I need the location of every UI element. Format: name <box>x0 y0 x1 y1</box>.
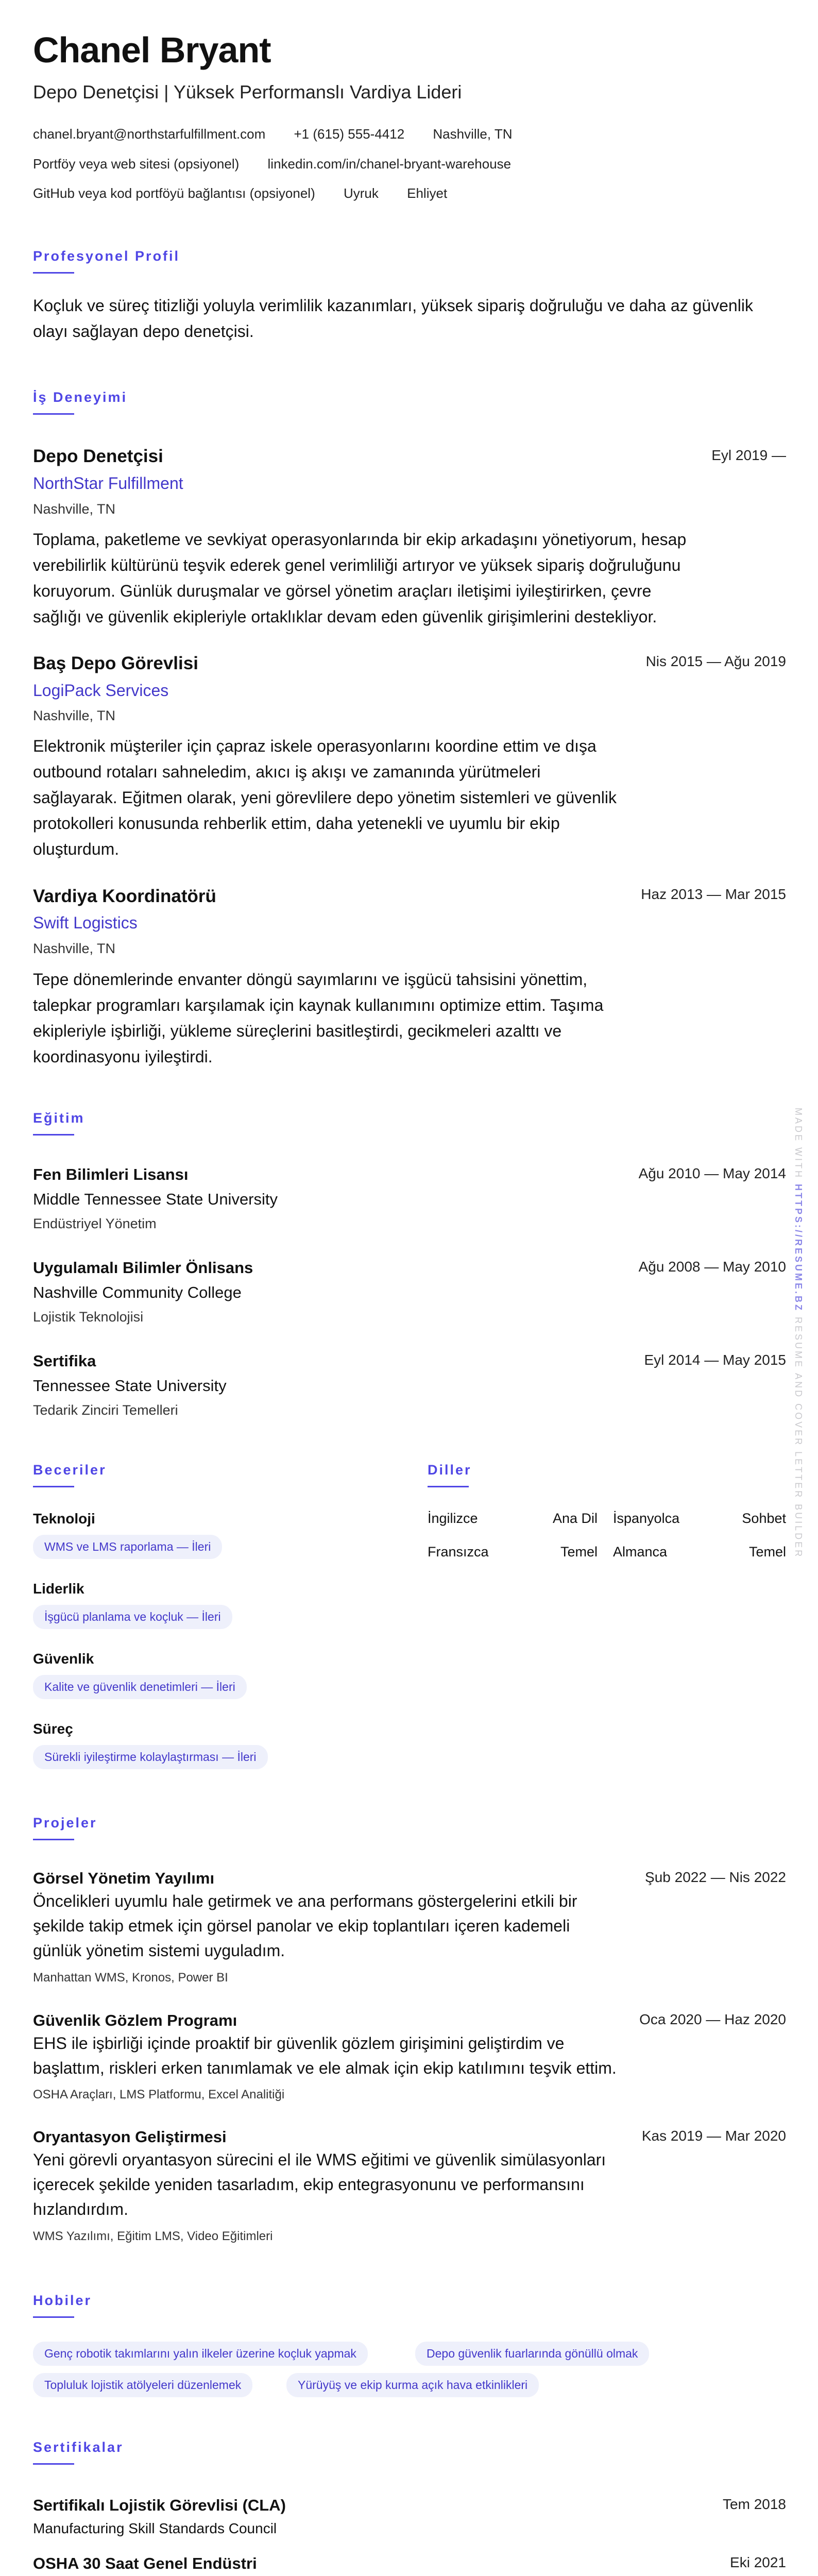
skill-chip: İşgücü planlama ve koçluk — İleri <box>33 1605 232 1629</box>
language-name: İngilizce <box>428 1511 478 1526</box>
job-company: LogiPack Services <box>33 681 169 700</box>
job-description: Tepe dönemlerinde envanter döngü sayımlarını ve işgücü tahsisini yönettim, talepkar programları karşılamak için kaynak kullanımını optimize ettim. Taşıma ekipleriyle işbirliği, yükleme süreçlerini basitleştirdi, gecikmeleri azalttı ve koordinasyonu iyileştirdi. <box>33 970 604 1066</box>
job-title: Baş Depo Görevlisi <box>33 653 198 673</box>
contact-row-3 <box>33 185 472 201</box>
certification-name: OSHA 30 Saat Genel Endüstri <box>33 2554 257 2572</box>
language-name: Almanca <box>613 1544 668 1560</box>
section-title-education: Eğitim <box>33 1110 85 1126</box>
skill-category: Teknoloji <box>33 1511 95 1527</box>
profile-summary: Koçluk ve süreç titizliği yoluyla verimlilik kazanımları, yüksek sipariş doğruluğu ve daha az güvenlik olayı sağlayan depo denetçisi. <box>33 296 753 341</box>
education-date: Eyl 2014 — May 2015 <box>644 1352 786 1368</box>
section-title-profile: Profesyonel Profil <box>33 248 180 264</box>
project-description: Öncelikleri uyumlu hale getirmek ve ana performans göstergelerini etkili bir şekilde takip etmek için görsel panolar ve ekip toplantıları içeren kademeli günlük yönetim sistemi uyguladım. <box>33 1892 577 1960</box>
section-title-hobbies: Hobiler <box>33 2293 92 2308</box>
education-school: Nashville Community College <box>33 1283 242 1301</box>
job-date: Eyl 2019 — <box>711 447 786 463</box>
section-title-languages: Diller <box>428 1462 472 1478</box>
skill-chip: Sürekli iyileştirme kolaylaştırması — İleri <box>33 1745 268 1769</box>
project-date: Kas 2019 — Mar 2020 <box>641 2128 786 2144</box>
job-description: Elektronik müşteriler için çapraz iskele operasyonlarını koordine ettim ve dışa outbound rotaları sahneledim, akıcı iş akışı ve zamanında yürütmeleri sağlayarak. Eğitmen olarak, yeni görevlilere depo yönetim sistemleri ve güvenlik protokolleri konusunda rehberlik ettim, daha yetenekli ve uyumlu bir ekip oluşturdum. <box>33 737 617 858</box>
education-date: Ağu 2010 — May 2014 <box>638 1165 786 1181</box>
contact-location: Nashville, TN <box>433 126 513 142</box>
education-degree: Sertifika <box>33 1352 96 1370</box>
education-school: Tennessee State University <box>33 1377 227 1395</box>
contact-phone[interactable]: +1 (615) 555-4412 <box>294 126 405 142</box>
skill-chip: WMS ve LMS raporlama — İleri <box>33 1535 222 1559</box>
education-degree: Uygulamalı Bilimler Önlisans <box>33 1259 253 1277</box>
section-title-certifications: Sertifikalar <box>33 2439 124 2455</box>
education-field: Tedarik Zinciri Temelleri <box>33 1402 178 1418</box>
language-name: İspanyolca <box>613 1511 680 1526</box>
job-title: Depo Denetçisi <box>33 446 163 466</box>
section-title-skills: Beceriler <box>33 1462 107 1478</box>
certification-date: Eki 2021 <box>730 2554 786 2570</box>
education-school: Middle Tennessee State University <box>33 1190 278 1208</box>
project-tech: WMS Yazılımı, Eğitim LMS, Video Eğitimleri <box>33 2229 273 2243</box>
project-name: Oryantasyon Geliştirmesi <box>33 2128 227 2146</box>
builder-watermark-link[interactable]: HTTPS://RESUME.BZ <box>793 1184 804 1313</box>
language-name: Fransızca <box>428 1544 489 1560</box>
hobby-chip: Topluluk lojistik atölyeleri düzenlemek <box>33 2373 252 2397</box>
job-location: Nashville, TN <box>33 708 116 723</box>
job-description: Toplama, paketleme ve sevkiyat operasyonlarında bir ekip arkadaşını yönetiyorum, hesap verebilirlik kültürünü teşvik ederek genel verimliliği artıryor ve yüksek sipariş doğruluğunu koruyorum. Günlük duruşmalar ve görsel yönetim araçları iletişimi iyileştirirken, çevre sağlığı ve güvenlik ekipleriyle ortaklıklar devam eden güvenlik girişimlerini destekliyor. <box>33 530 687 626</box>
education-degree: Fen Bilimleri Lisansı <box>33 1165 189 1183</box>
certification-date: Tem 2018 <box>723 2496 786 2512</box>
contact-email[interactable]: chanel.bryant@northstarfulfillment.com <box>33 126 266 142</box>
certification-issuer: Manufacturing Skill Standards Council <box>33 2520 277 2536</box>
resume-name: Chanel Bryant <box>33 30 271 70</box>
education-date: Ağu 2008 — May 2010 <box>638 1259 786 1275</box>
section-title-projects: Projeler <box>33 1815 97 1831</box>
job-company: Swift Logistics <box>33 913 138 932</box>
project-tech: OSHA Araçları, LMS Platformu, Excel Analitiği <box>33 2088 285 2102</box>
job-company: NorthStar Fulfillment <box>33 474 183 493</box>
hobby-chip: Yürüyüş ve ekip kurma açık hava etkinlikleri <box>286 2373 539 2397</box>
contact-linkedin[interactable]: linkedin.com/in/chanel-bryant-warehouse <box>267 156 512 172</box>
contact-github[interactable]: GitHub veya kod portföyü bağlantısı (opsiyonel) <box>33 185 315 201</box>
hobby-chip: Depo güvenlik fuarlarında gönüllü olmak <box>415 2342 649 2366</box>
project-description: EHS ile işbirliği içinde proaktif bir güvenlik gözlem girişimini geliştirdim ve başlattım, riskleri erken tanımlamak ve ele almak için ekip katılımını teşvik ettim. <box>33 2034 617 2077</box>
education-field: Lojistik Teknolojisi <box>33 1309 144 1325</box>
builder-watermark: MADE WITH HTTPS://RESUME.BZ RESUME AND COVER LETTER BUILDER <box>793 1108 804 1559</box>
job-date: Haz 2013 — Mar 2015 <box>641 886 786 902</box>
language-level: Temel <box>748 1544 786 1560</box>
contact-row-2 <box>33 156 536 172</box>
education-field: Endüstriyel Yönetim <box>33 1216 157 1231</box>
skill-category: Güvenlik <box>33 1651 94 1667</box>
language-level: Temel <box>560 1544 598 1560</box>
project-description: Yeni görevli oryantasyon sürecini el ile WMS eğitimi ve güvenlik simülasyonları içerecek şekilde yeniden tasarladım, ekip entegrasyonunu ve performansını hızlandırdım. <box>33 2150 606 2218</box>
skill-category: Süreç <box>33 1721 73 1737</box>
certification-name: Sertifikalı Lojistik Görevlisi (CLA) <box>33 2496 286 2514</box>
project-tech: Manhattan WMS, Kronos, Power BI <box>33 1971 228 1985</box>
contact-row-1 <box>33 126 537 142</box>
section-title-experience: İş Deneyimi <box>33 389 128 405</box>
skill-chip: Kalite ve güvenlik denetimleri — İleri <box>33 1675 247 1699</box>
project-date: Oca 2020 — Haz 2020 <box>639 2011 786 2027</box>
job-title: Vardiya Koordinatörü <box>33 886 216 906</box>
project-date: Şub 2022 — Nis 2022 <box>645 1869 786 1885</box>
contact-license: Ehliyet <box>407 185 448 201</box>
job-location: Nashville, TN <box>33 941 116 956</box>
contact-nationality: Uyruk <box>343 185 379 201</box>
job-date: Nis 2015 — Ağu 2019 <box>645 653 786 669</box>
hobby-chip: Genç robotik takımlarını yalın ilkeler üzerine koçluk yapmak <box>33 2342 368 2366</box>
language-level: Ana Dil <box>552 1511 598 1526</box>
language-level: Sohbet <box>742 1511 786 1526</box>
project-name: Görsel Yönetim Yayılımı <box>33 1869 215 1887</box>
job-location: Nashville, TN <box>33 501 116 517</box>
skill-category: Liderlik <box>33 1581 84 1597</box>
project-name: Güvenlik Gözlem Programı <box>33 2011 237 2029</box>
resume-subtitle: Depo Denetçisi | Yüksek Performanslı Vardiya Lideri <box>33 81 462 103</box>
contact-website[interactable]: Portföy veya web sitesi (opsiyonel) <box>33 156 240 172</box>
